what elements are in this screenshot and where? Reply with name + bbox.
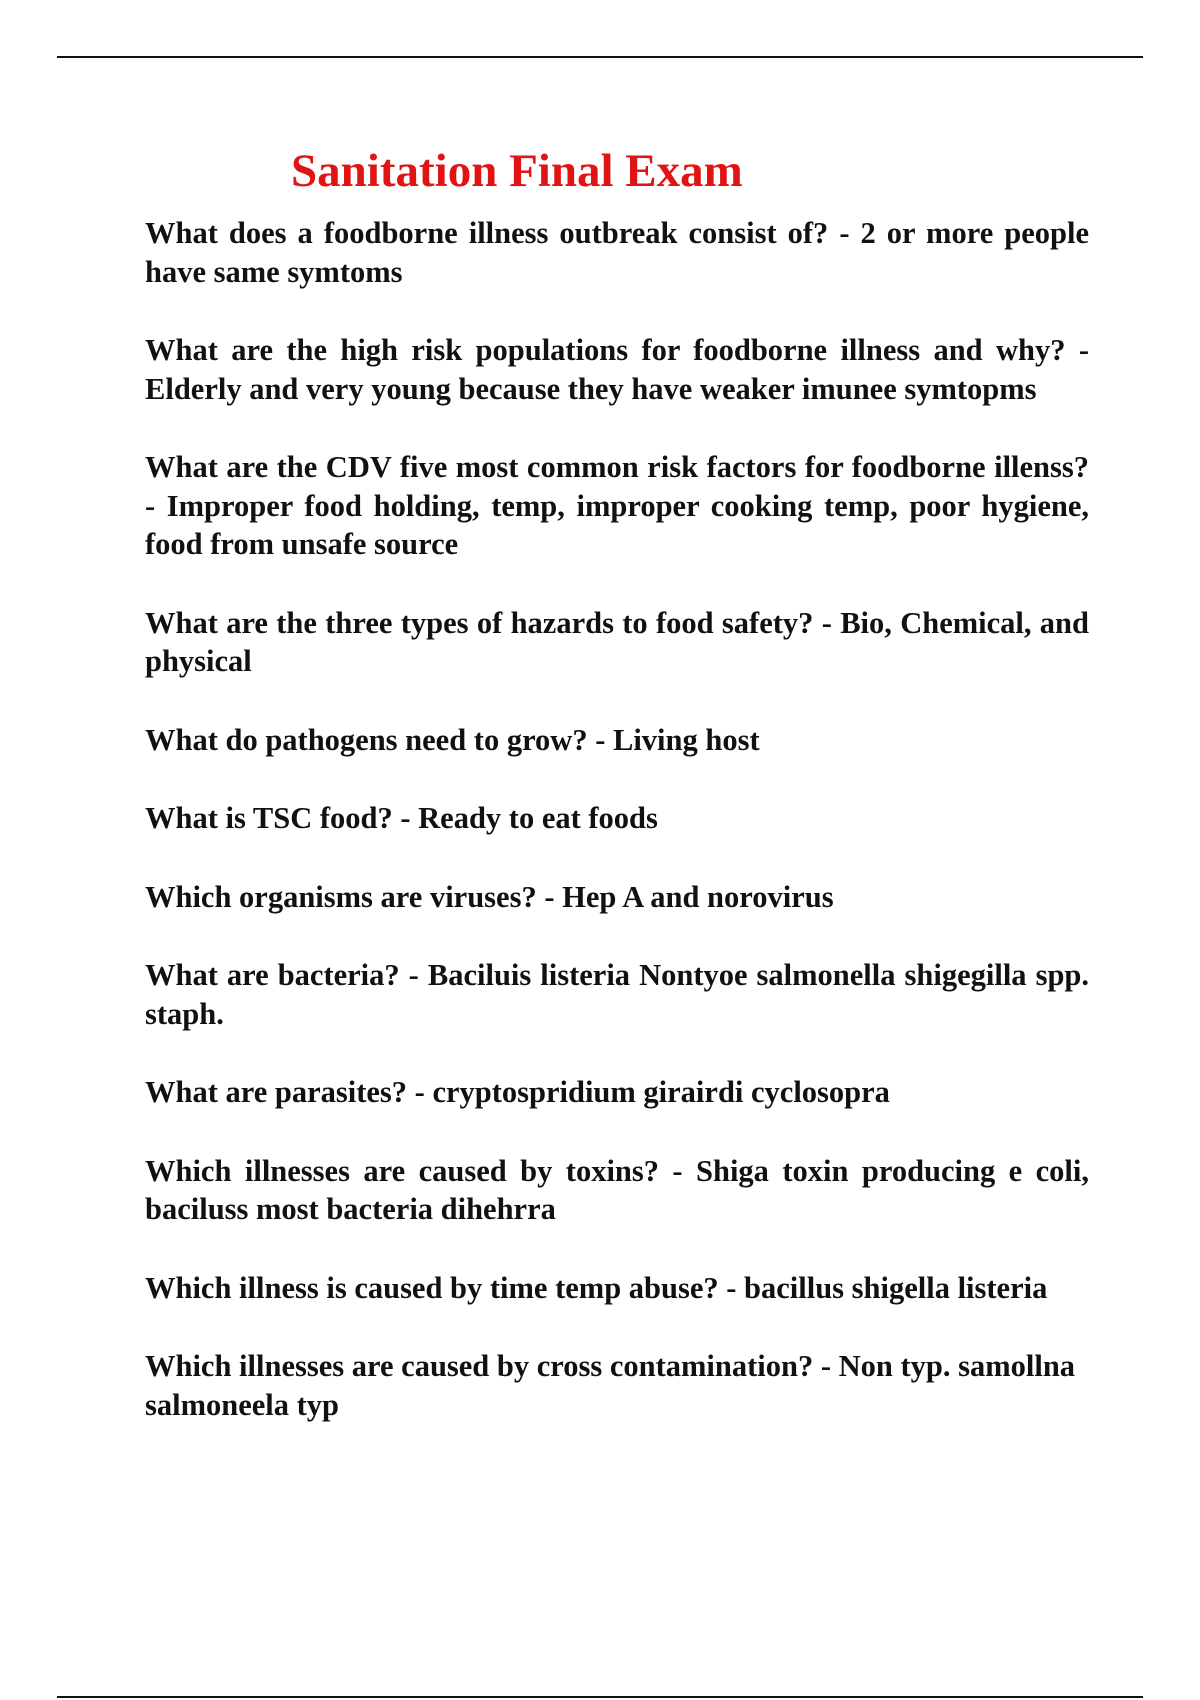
header-rule	[57, 56, 1143, 58]
qa-item: What are parasites? - cryptospridium girairdi cyclosopra	[145, 1075, 890, 1109]
qa-item: What are the three types of hazards to food safety? - Bio, Chemical, and physical	[145, 605, 1089, 678]
qa-item: What do pathogens need to grow? - Living host	[145, 722, 760, 757]
qa-item: Which illness is caused by time temp abuse? - bacillus shigella listeria	[145, 1270, 1048, 1305]
qa-item: What does a foodborne illness outbreak consist of? - 2 or more people have same symtoms	[145, 216, 1089, 289]
footer-rule	[57, 1696, 1143, 1698]
document-title: Sanitation Final Exam	[291, 145, 743, 197]
qa-item: What is TSC food? - Ready to eat foods	[145, 801, 658, 835]
qa-item: Which illnesses are caused by toxins? - Shiga toxin producing e coli, baciluss most bacteria dihehrra	[145, 1153, 1089, 1226]
qa-list	[145, 214, 1089, 1464]
qa-item: Which illnesses are caused by cross contamination? - Non typ. samollna salmoneela typ	[145, 1349, 1076, 1422]
qa-item: What are the CDV five most common risk factors for foodborne illenss? - Improper food holding, temp, improper cooking temp, poor hygiene, food from unsafe source	[145, 450, 1089, 561]
qa-item: What are bacteria? - Baciluis listeria Nontyoe salmonella shigegilla spp. staph.	[145, 958, 1089, 1031]
qa-item: Which organisms are viruses? - Hep A and norovirus	[145, 879, 834, 914]
qa-item: What are the high risk populations for foodborne illness and why? - Elderly and very young because they have weaker imunee symtopms	[145, 333, 1089, 406]
